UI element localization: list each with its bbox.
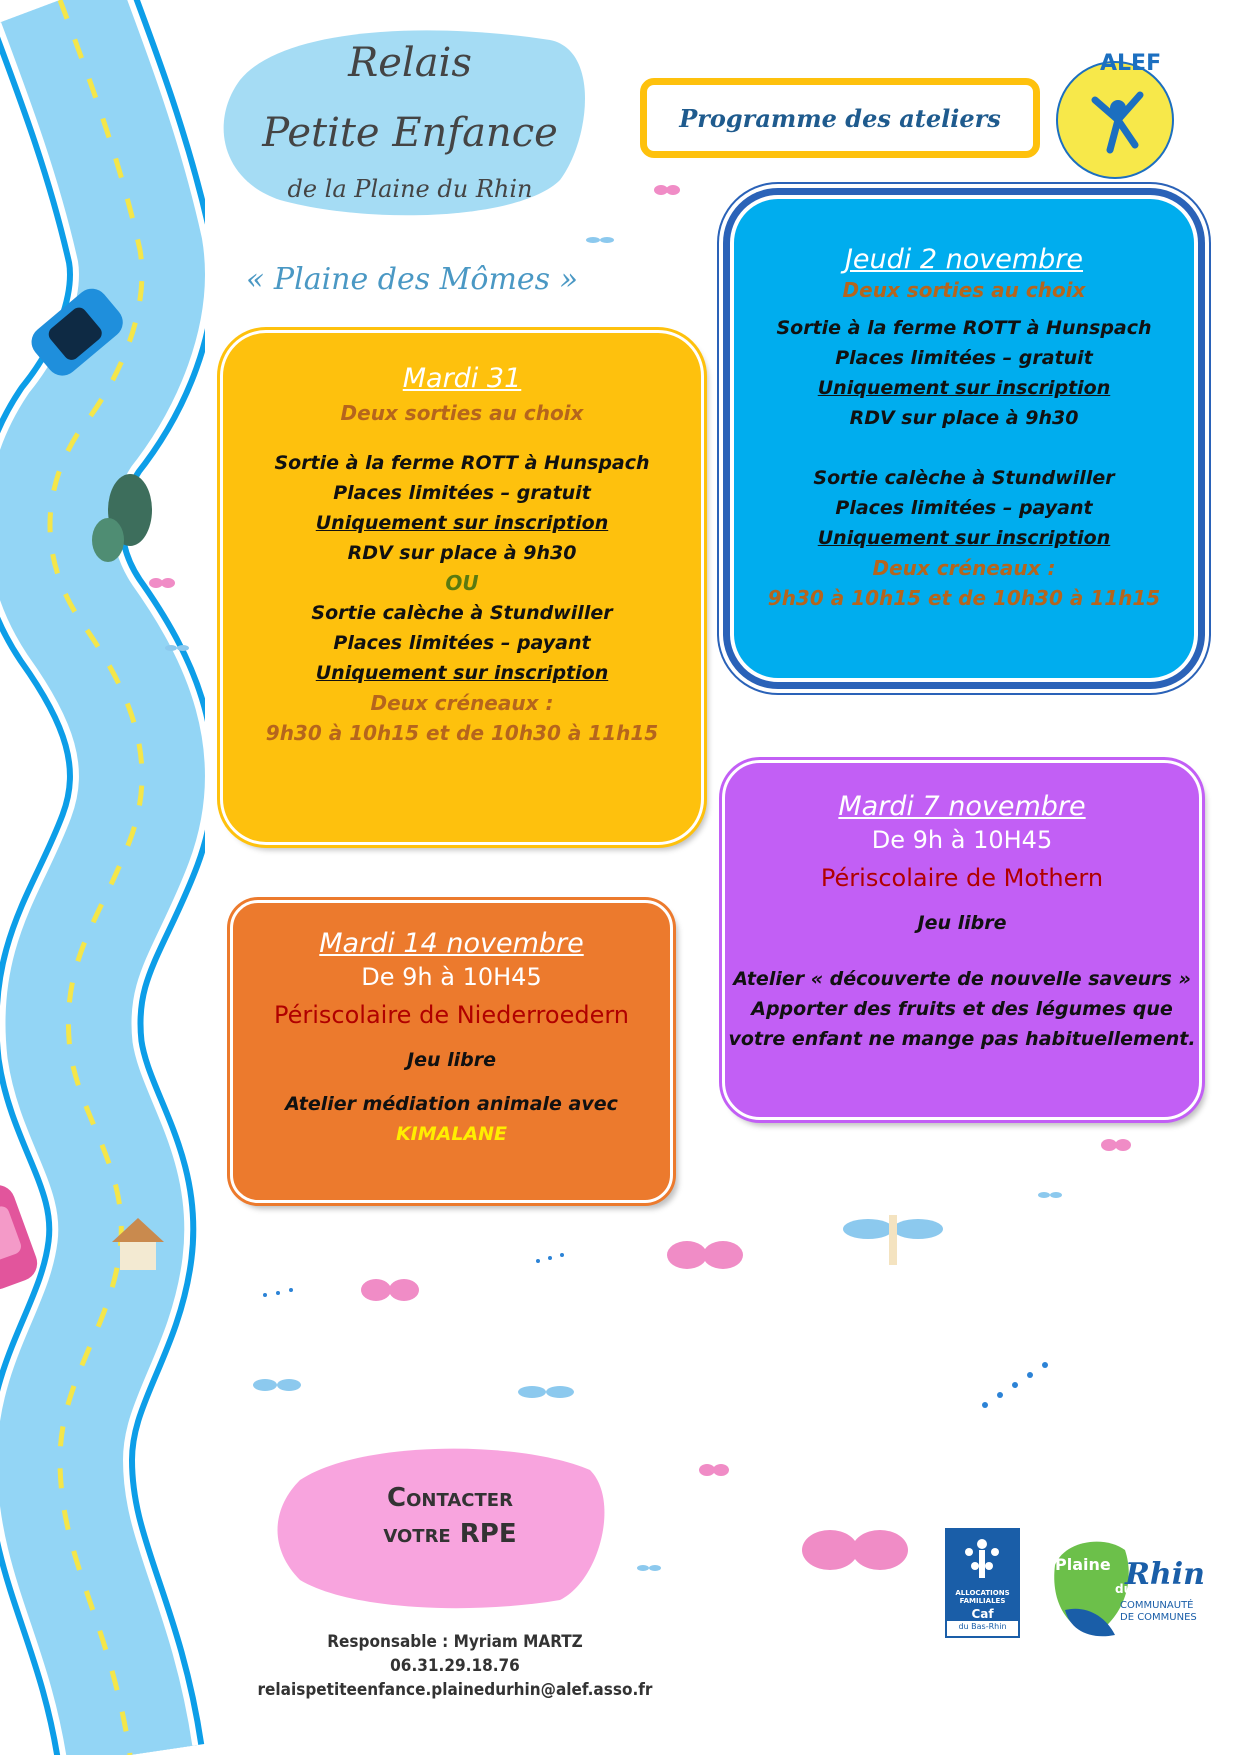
contact-title: [330, 1480, 570, 1552]
caf-alloc-text: ALLOCATIONS FAMILIALES: [947, 1588, 1018, 1607]
card-subtitle: Deux sorties au choix: [340, 401, 584, 425]
card-line: RDV sur place à 9h30: [849, 407, 1079, 429]
pdr-plaine-text: Plaine: [1055, 1555, 1111, 1574]
rpe-title-line3: de la Plaine du Rhin: [287, 175, 533, 203]
card-line: votre enfant ne mange pas habituellement.: [728, 1028, 1196, 1050]
card-hours: De 9h à 10H45: [361, 963, 542, 991]
rpe-slogan: « Plaine des Mômes »: [246, 262, 578, 297]
card-subtitle: Deux sorties au choix: [842, 278, 1086, 302]
contact-title-line1: Contacter: [387, 1483, 513, 1513]
contact-email[interactable]: relaispetiteenfance.plainedurhin@alef.asso.fr: [257, 1680, 653, 1700]
rpe-title-line2: Petite Enfance: [262, 110, 558, 156]
card-creneaux: 9h30 à 10h15 et de 10h30 à 11h15: [265, 721, 659, 745]
alef-logo: [1040, 40, 1190, 190]
card-line: Atelier « découverte de nouvelle saveurs »: [733, 968, 1191, 990]
card-line: Atelier médiation animale avec: [285, 1093, 618, 1115]
card-mardi-14-novembre: [230, 900, 673, 1203]
card-creneaux-label: Deux créneaux :: [872, 556, 1056, 580]
card-date: Mardi 14 novembre: [319, 928, 584, 959]
pdr-cc-line1: COMMUNAUTÉ: [1120, 1600, 1194, 1611]
programme-title: Programme des ateliers: [679, 103, 1001, 133]
card-line: Sortie calèche à Stundwiller: [813, 467, 1115, 489]
card-line: Places limitées – gratuit: [835, 347, 1093, 369]
contact-title-line2: votre RPE: [383, 1519, 517, 1549]
caf-name: Caf: [947, 1607, 1018, 1621]
card-place: Périscolaire de Mothern: [820, 864, 1104, 892]
card-place: Périscolaire de Niederroedern: [274, 1001, 629, 1029]
contact-phone[interactable]: 06.31.29.18.76: [390, 1656, 520, 1676]
card-line: Uniquement sur inscription: [315, 662, 609, 684]
card-line: Uniquement sur inscription: [817, 527, 1111, 549]
dragonfly-icon: [843, 1215, 943, 1265]
card-line: Places limitées – gratuit: [333, 482, 591, 504]
rpe-title-line1: Relais: [348, 40, 472, 86]
card-line: Sortie calèche à Stundwiller: [311, 602, 613, 624]
card-creneaux-label: Deux créneaux :: [370, 691, 554, 715]
alef-logo-text: ALEF: [1100, 51, 1162, 76]
dragonfly-icon: [637, 1565, 661, 1571]
pdr-cc-line2: DE COMMUNES: [1120, 1612, 1197, 1623]
card-jeudi-2-novembre: [730, 195, 1198, 682]
dragonfly-icon: [1038, 1192, 1062, 1198]
butterfly-icon: [1101, 1139, 1131, 1151]
card-line: Sortie à la ferme ROTT à Hunspach: [776, 317, 1152, 339]
dots-decoration: [263, 1253, 1048, 1408]
caf-region: du Bas-Rhin: [958, 1622, 1007, 1631]
card-hours: De 9h à 10H45: [871, 826, 1053, 854]
card-date: Mardi 31: [402, 363, 522, 394]
card-line: Places limitées – payant: [333, 632, 591, 654]
programme-title-box: [640, 78, 1040, 158]
card-line: Sortie à la ferme ROTT à Hunspach: [274, 452, 650, 474]
pink-car-icon: [0, 1180, 42, 1294]
card-line: Jeu libre: [917, 912, 1007, 934]
caf-logo: [945, 1528, 1020, 1638]
card-ou: OU: [445, 571, 479, 595]
road-illustration: [0, 0, 205, 1755]
card-line: Uniquement sur inscription: [315, 512, 609, 534]
butterfly-icon: [699, 1464, 729, 1476]
card-line: RDV sur place à 9h30: [347, 542, 577, 564]
dragonfly-icon: [253, 1379, 301, 1391]
card-mardi-31: [220, 330, 704, 845]
card-line: Uniquement sur inscription: [817, 377, 1111, 399]
contact-responsable: Responsable : Myriam MARTZ: [327, 1632, 583, 1652]
contact-info: [245, 1630, 665, 1702]
caf-family-icon: [947, 1530, 1018, 1588]
card-creneaux: 9h30 à 10h15 et de 10h30 à 11h15: [767, 586, 1161, 610]
butterfly-icon: [667, 1241, 743, 1269]
butterfly-icon: [361, 1279, 419, 1301]
card-line: Apporter des fruits et des légumes que: [751, 998, 1173, 1020]
card-date: Mardi 7 novembre: [838, 791, 1086, 822]
card-mardi-7-novembre: [722, 760, 1202, 1120]
card-line: Jeu libre: [407, 1049, 496, 1071]
dragonfly-icon: [518, 1386, 574, 1398]
butterfly-icon: [802, 1530, 908, 1570]
card-line: KIMALANE: [395, 1123, 508, 1145]
card-date: Jeudi 2 novembre: [844, 244, 1084, 275]
pdr-du-text: du: [1115, 1582, 1133, 1596]
dragonfly-icon: [586, 237, 614, 243]
butterfly-icon: [654, 185, 680, 195]
pdr-rhin-text: Rhin: [1125, 1557, 1205, 1592]
card-line: Places limitées – payant: [835, 497, 1093, 519]
pdr-cc-text: [1120, 1600, 1197, 1624]
